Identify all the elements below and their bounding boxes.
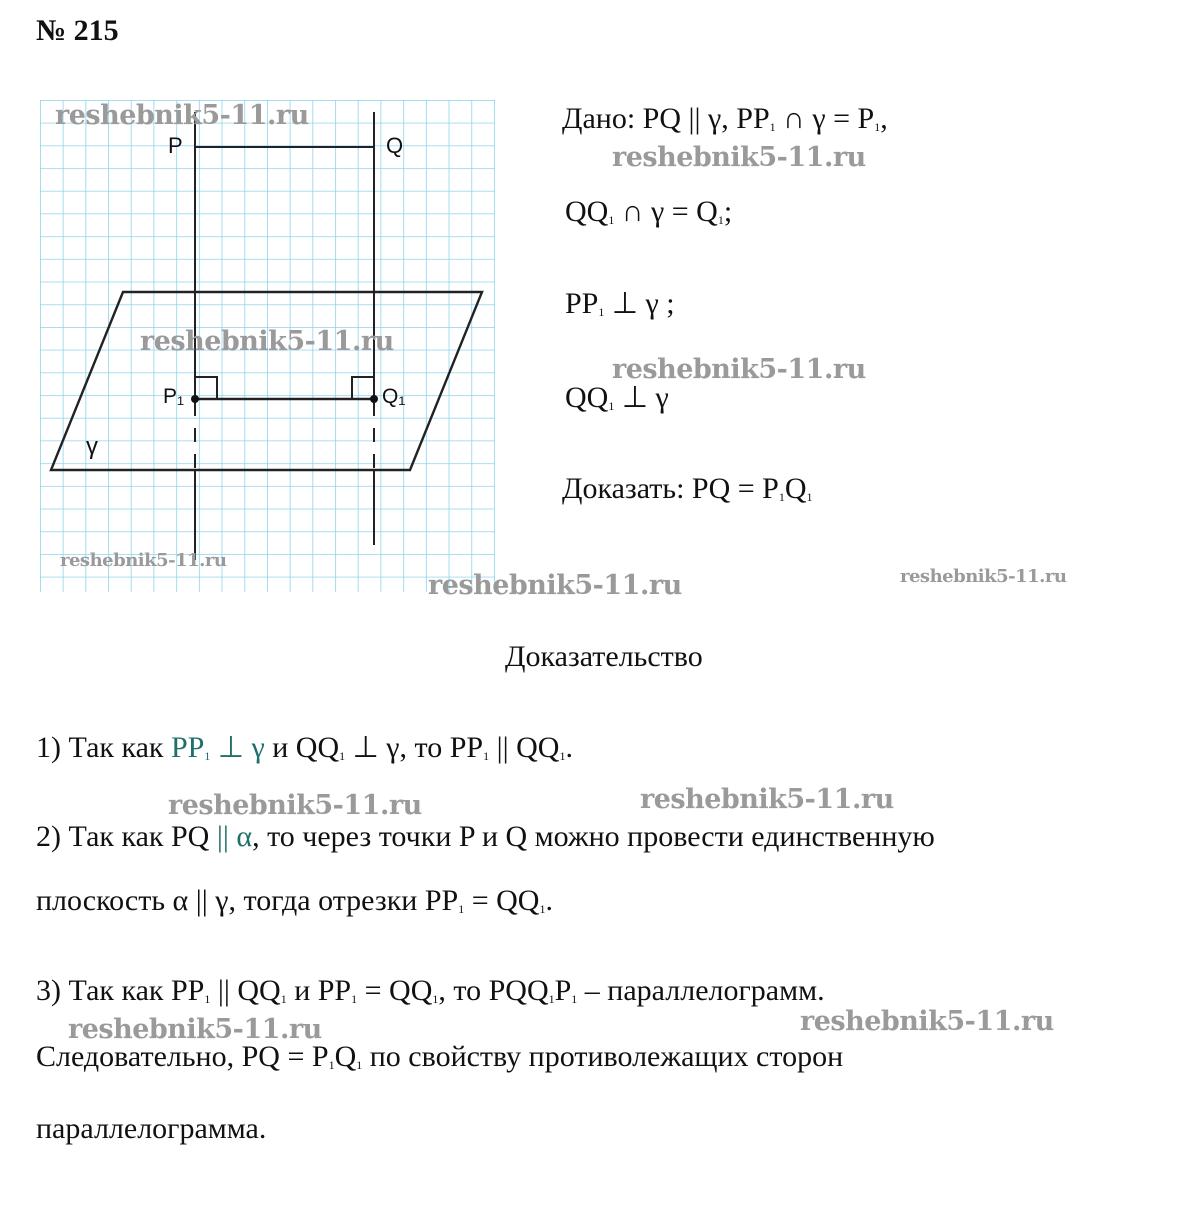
label-gamma: γ <box>86 433 98 460</box>
watermark: reshebnik5-11.ru <box>168 790 422 821</box>
watermark: reshebnik5-11.ru <box>612 354 866 385</box>
label-p: P <box>168 133 183 158</box>
given-line-3: $PP_1$ ⊥ γ ; <box>565 287 675 320</box>
watermark: reshebnik5-11.ru <box>900 566 1067 587</box>
watermark: reshebnik5-11.ru <box>60 550 227 571</box>
watermark: reshebnik5-11.ru <box>428 570 682 601</box>
proof-step-1: 1) Так как $PP_1$ ⊥ γ и $QQ_1$ ⊥ γ, то $PP_1$ || $QQ_1$. <box>36 731 573 764</box>
watermark: reshebnik5-11.ru <box>800 1006 1054 1037</box>
label-q1: Q₁ <box>382 385 406 408</box>
given-line-4: $QQ_1$ ⊥ γ <box>565 381 669 414</box>
proof-step-3-line-2: Следовательно, PQ = $P_1Q_1$ по свойству противолежащих сторон <box>36 1040 844 1073</box>
point-p1 <box>191 395 199 403</box>
proof-step-2-line-1: 2) Так как PQ || α, то через точки P и Q можно провести единственную <box>36 820 935 853</box>
point-q1 <box>370 395 378 403</box>
proof-step-3-line-1: 3) Так как $PP_1$ || $QQ_1$ и $PP_1 = QQ_1$, то $PQQ_1P_1$ – параллелограмм. <box>36 974 825 1007</box>
proof-title: Доказательство <box>505 640 703 673</box>
geometry-figure <box>0 0 560 600</box>
given-line-1: Дано: PQ || γ, $PP_1$ ∩ $\gamma = P_1$, <box>562 102 888 135</box>
given-line-2: $QQ_1$ ∩ $\gamma = Q_1$; <box>565 195 733 228</box>
watermark: reshebnik5-11.ru <box>68 1014 322 1045</box>
watermark: reshebnik5-11.ru <box>140 326 394 357</box>
problem-number: № 215 <box>36 14 119 47</box>
prove-statement: Доказать: PQ = $P_1Q_1$ <box>562 472 813 505</box>
label-q: Q <box>386 133 404 158</box>
watermark: reshebnik5-11.ru <box>55 100 309 131</box>
proof-step-3-line-3: параллелограмма. <box>36 1112 267 1145</box>
watermark: reshebnik5-11.ru <box>640 784 894 815</box>
proof-step-2-line-2: плоскость α || γ, тогда отрезки $PP_1 = QQ_1$. <box>36 884 553 917</box>
watermark: reshebnik5-11.ru <box>612 142 866 173</box>
label-p1: P₁ <box>163 385 185 408</box>
